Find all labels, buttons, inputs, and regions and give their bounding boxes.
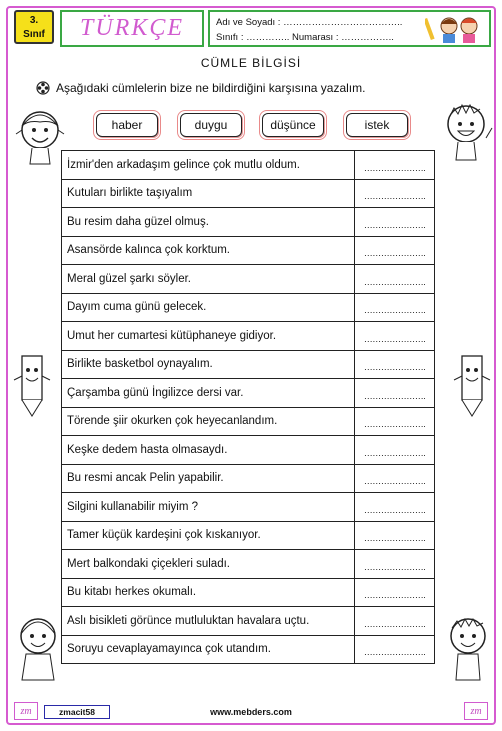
answer-cell[interactable]: …………………. — [355, 293, 435, 322]
table-row — [62, 521, 435, 550]
name-line[interactable]: Adı ve Soyadı : ……………………………….. — [216, 17, 403, 28]
answer-cell[interactable]: …………………. — [355, 464, 435, 493]
table-row — [62, 550, 435, 579]
subject-title: TÜRKÇE — [79, 15, 184, 41]
sentence-cell: Keşke dedem hasta olmasaydı. — [62, 436, 355, 465]
sentence-cell: Meral güzel şarkı söyler. — [62, 265, 355, 294]
option-istek: istek — [346, 113, 408, 137]
answer-cell[interactable]: …………………. — [355, 208, 435, 237]
sentence-cell: Birlikte basketbol oynayalım. — [62, 350, 355, 379]
answer-cell[interactable]: …………………. — [355, 151, 435, 180]
pencil-right-icon — [452, 352, 492, 418]
sentence-cell: Çarşamba günü İngilizce dersi var. — [62, 379, 355, 408]
table-row — [62, 208, 435, 237]
grade-word: Sınıf — [23, 29, 45, 40]
sentence-cell: Dayım cuma günü gelecek. — [62, 293, 355, 322]
girl-bottom-cartoon-icon — [10, 612, 66, 682]
table-row — [62, 407, 435, 436]
table-row — [62, 578, 435, 607]
table-row — [62, 464, 435, 493]
table-row — [62, 151, 435, 180]
boy-bottom-cartoon-icon — [440, 612, 496, 682]
table-row — [62, 607, 435, 636]
instruction — [36, 81, 365, 95]
sentence-cell: Aslı bisikleti görünce mutluluktan havalara uçtu. — [62, 607, 355, 636]
sentence-table — [61, 150, 435, 664]
sentence-cell: Tamer küçük kardeşini çok kıskanıyor. — [62, 521, 355, 550]
table-row — [62, 179, 435, 208]
grade-badge — [14, 10, 54, 44]
answer-cell[interactable]: …………………. — [355, 407, 435, 436]
answer-cell[interactable]: …………………. — [355, 635, 435, 664]
table-row — [62, 436, 435, 465]
sentence-cell: Törende şiir okurken çok heyecanlandım. — [62, 407, 355, 436]
answer-cell[interactable]: …………………. — [355, 236, 435, 265]
answer-cell[interactable]: …………………. — [355, 350, 435, 379]
answer-cell[interactable]: …………………. — [355, 265, 435, 294]
answer-cell[interactable]: …………………. — [355, 322, 435, 351]
answer-cell[interactable]: …………………. — [355, 521, 435, 550]
answer-cell[interactable]: …………………. — [355, 607, 435, 636]
table-row — [62, 350, 435, 379]
pencil-left-icon — [12, 352, 52, 418]
sentence-cell: Asansörde kalınca çok korktum. — [62, 236, 355, 265]
girl-cartoon-icon — [12, 104, 68, 166]
table-row — [62, 236, 435, 265]
answer-cell[interactable]: …………………. — [355, 179, 435, 208]
table-row — [62, 493, 435, 522]
sentence-cell: İzmir'den arkadaşım gelince çok mutlu oldum. — [62, 151, 355, 180]
footer-url[interactable]: www.mebders.com — [210, 707, 292, 717]
sentence-cell: Bu resim daha güzel olmuş. — [62, 208, 355, 237]
grade-number: 3. — [29, 15, 39, 26]
answer-cell[interactable]: …………………. — [355, 493, 435, 522]
option-duygu: duygu — [180, 113, 242, 137]
option-haber: haber — [96, 113, 158, 137]
page-title: CÜMLE BİLGİSİ — [200, 56, 302, 70]
answer-cell[interactable]: …………………. — [355, 550, 435, 579]
instruction-text: Aşağıdaki cümlelerin bize ne bildirdiğini karşısına yazalım. — [56, 81, 366, 95]
table-row — [62, 322, 435, 351]
answer-cell[interactable]: …………………. — [355, 578, 435, 607]
table-row — [62, 635, 435, 664]
footer-code: zmacit58 — [44, 705, 110, 719]
sentence-cell: Kutuları birlikte taşıyalım — [62, 179, 355, 208]
zm-logo-right: zm — [464, 702, 488, 720]
sentence-cell: Silgini kullanabilir miyim ? — [62, 493, 355, 522]
answer-cell[interactable]: …………………. — [355, 436, 435, 465]
table-row — [62, 379, 435, 408]
subject-box — [60, 10, 204, 47]
answer-cell[interactable]: …………………. — [355, 379, 435, 408]
sentence-cell: Bu kitabı herkes okumalı. — [62, 578, 355, 607]
sentence-cell: Mert balkondaki çiçekleri suladı. — [62, 550, 355, 579]
boy-cartoon-icon — [440, 98, 494, 162]
class-line[interactable]: Sınıfı : ………….. Numarası : …………….. — [216, 32, 394, 43]
sentence-cell: Umut her cumartesi kütüphaneye gidiyor. — [62, 322, 355, 351]
kids-illustration-icon — [425, 14, 485, 44]
table-row — [62, 265, 435, 294]
zm-logo-left: zm — [14, 702, 38, 720]
sentence-cell: Soruyu cevaplayamayınca çok utandım. — [62, 635, 355, 664]
flower-icon — [36, 81, 50, 95]
option-dusunce: düşünce — [262, 113, 324, 137]
student-info-box — [208, 10, 491, 47]
table-row — [62, 293, 435, 322]
sentence-cell: Bu resmi ancak Pelin yapabilir. — [62, 464, 355, 493]
